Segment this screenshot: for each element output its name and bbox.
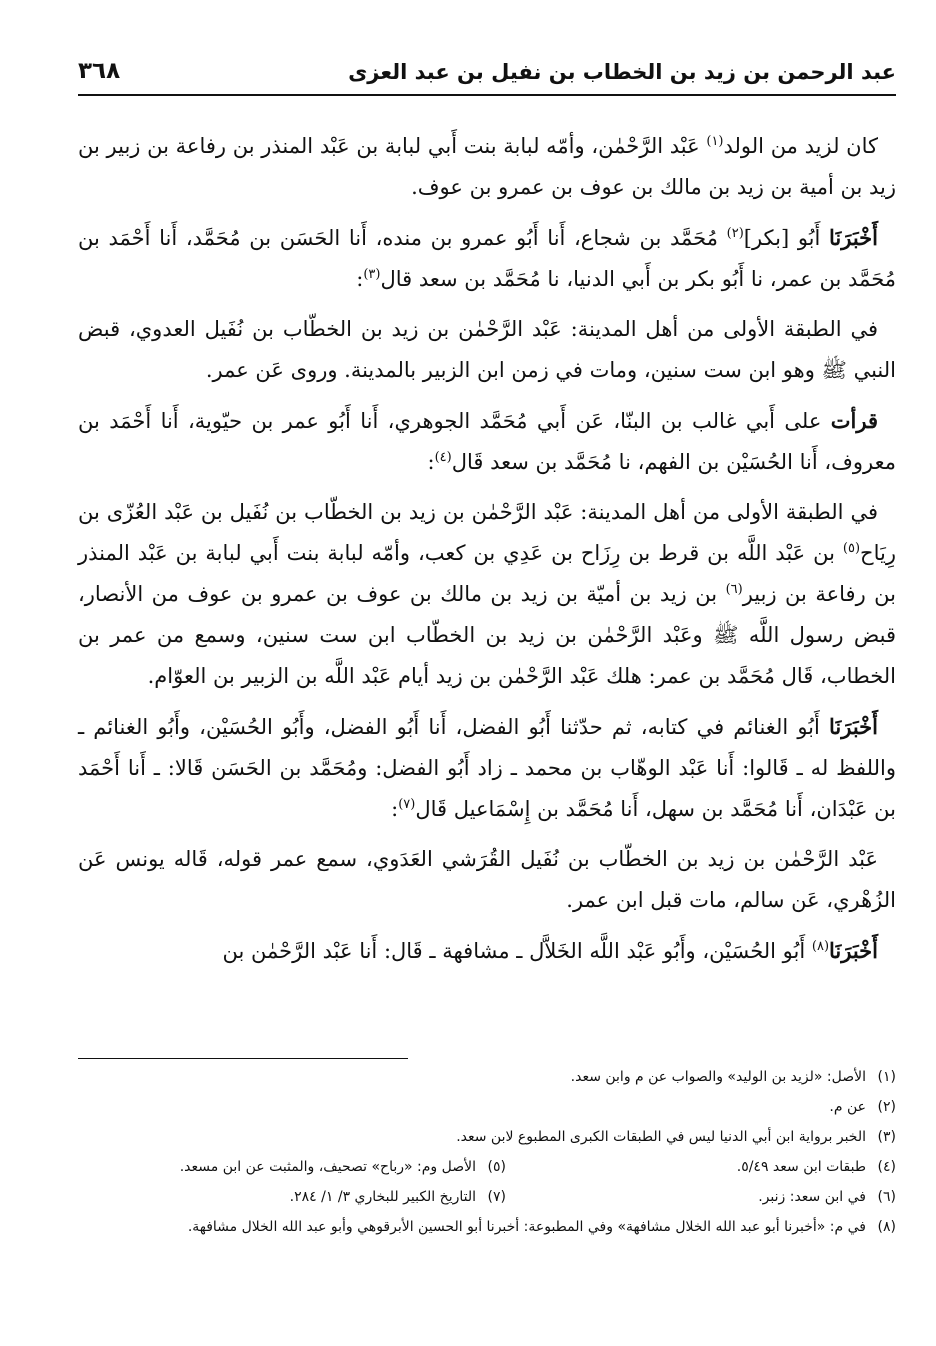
paragraph-6: أَخْبَرَنَا أَبُو الغنائم في كتابه، ثم حدّثنا أَبُو الفضل، أَنا أَبُو الفضل، وأَبُو الحُسَيْن، وأَبُو الغنائم ـ واللفظ له ـ قَالوا: أَنا عَبْد الوهّاب بن محمد ـ زاد أَبُو الفضل: ومُحَمَّد بن الحَسَن قَالا: ـ أَنا أَحْمَد بن عَبْدَان، أَنا مُحَمَّد بن سهل، أَنا مُحَمَّد بن إِسْمَاعيل قَال$^{(٧)}$:	[78, 714, 896, 821]
isnad-lead: قرأت	[830, 408, 878, 433]
footnote-6: (٦) في ابن سعد: زنبر.	[758, 1189, 896, 1205]
footnote-ref-4[interactable]: (٤)	[434, 450, 452, 465]
footnote-ref-5[interactable]: (٥)	[842, 541, 861, 556]
footnote-ref-1[interactable]: (١)	[706, 134, 724, 149]
footnote-row	[78, 1152, 896, 1182]
footnote-4: (٤) طبقات ابن سعد ٥/٤٩.	[736, 1159, 896, 1175]
paragraph-7: عَبْد الرَّحْمٰن بن زيد بن الخطّاب بن نُفَيل القُرَشي العَدَوي، سمع عمر قوله، قَاله يونس عَن الزُهْري، عَن سالم، مات قبل ابن عمر.	[78, 847, 896, 912]
paragraph-3: في الطبقة الأولى من أهل المدينة: عَبْد الرَّحْمٰن بن زيد بن الخطّاب بن نُفَيل العدوي، قبض النبي ﷺ وهو ابن ست سنين، ومات في زمن ابن الزبير بالمدينة. وروى عَن عمر.	[78, 317, 896, 382]
isnad-lead: أَخْبَرَنَا	[829, 938, 878, 963]
footnote-1: (١) الأصل: «لزيد بن الوليد» والصواب عن م وابن سعد.	[570, 1069, 896, 1085]
footnote-ref-2[interactable]: (٢)	[726, 226, 744, 241]
header-rule	[78, 94, 896, 96]
footnote-7: (٧) التاريخ الكبير للبخاري ٣/ ١/ ٢٨٤.	[289, 1189, 506, 1205]
footnote-2: (٢) عن م.	[829, 1099, 896, 1115]
page-number: ٣٦٨	[78, 58, 121, 84]
footnote-separator	[78, 1058, 408, 1059]
isnad-lead: أَخْبَرَنَا	[829, 225, 878, 250]
footnote-5: (٥) الأصل وم: «رباح» تصحيف، والمثبت عن ابن مسعد.	[179, 1159, 506, 1175]
footnote-ref-6[interactable]: (٦)	[725, 582, 743, 597]
main-text	[78, 126, 896, 981]
paragraph-8: أَخْبَرَنَا$^{(٨)}$ أَبُو الحُسَيْن، وأَبُو عَبْد اللَّه الخَلاَّل ـ مشافهة ـ قَال: أَنا عَبْد الرَّحْمٰن بن	[222, 938, 878, 963]
footnote-ref-7[interactable]: (٧)	[398, 797, 416, 812]
isnad-lead: أَخْبَرَنَا	[829, 714, 878, 739]
paragraph-1: كان لزيد من الولد$^{(١)}$ عَبْد الرَّحْمٰن، وأمّه لبابة بنت أَبي لبابة بن عَبْد المنذر بن رفاعة بن زبير بن زيد بن أمية بن زيد بن مالك بن عوف بن عمرو بن عوف.	[78, 134, 896, 199]
footnote-row	[78, 1182, 896, 1212]
footnote-3: (٣) الخبر برواية ابن أبي الدنيا ليس في الطبقات الكبرى المطبوع لابن سعد.	[456, 1129, 896, 1145]
paragraph-2: أَخْبَرَنَا أَبُو [بكر]$^{(٢)}$ مُحَمَّد بن شجاع، أَنا أَبُو عمرو بن منده، أَنا الحَسَن بن مُحَمَّد، أَنا أَحْمَد بن مُحَمَّد بن عمر، نا أَبُو بكر بن أَبي الدنيا، نا مُحَمَّد بن سعد قال$^{(٣)}$:	[78, 225, 896, 291]
footnote-ref-8[interactable]: (٨)	[811, 939, 830, 954]
paragraph-4: قرأت على أَبي غالب بن البنّا، عَن أَبي مُحَمَّد الجوهري، أَنا أَبُو عمر بن حيّوية، أَنا أَحْمَد بن معروف، أَنا الحُسَيْن بن الفهم، نا مُحَمَّد بن سعد قَال$^{(٤)}$:	[78, 408, 896, 474]
footnotes	[78, 1062, 896, 1242]
footnote-ref-3[interactable]: (٣)	[363, 267, 381, 282]
running-title: عبد الرحمن بن زيد بن الخطاب بن نفيل بن عبد العزى	[348, 60, 896, 84]
running-header	[78, 58, 896, 96]
footnote-8: (٨) في م: «أخبرنا أبو عبد الله الخلال مشافهة» وفي المطبوعة: أخبرنا أبو الحسين الأبرقوهي وأبو عبد الله الخلال مشافهة.	[187, 1219, 896, 1235]
paragraph-5: في الطبقة الأولى من أهل المدينة: عَبْد الرَّحْمٰن بن زيد بن الخطّاب بن نُفَيل بن عَبْد العُزّى بن رِيَاح$^{(٥)}$ بن عَبْد اللَّه بن قرط بن رِزَاح بن عَدِي بن كعب، وأمّه لبابة بنت أَبي لبابة بن عَبْد المنذر بن رفاعة بن زبير$^{(٦)}$ بن زيد بن أميّة بن زيد بن مالك بن عوف بن عمرو بن عوف من الأنصار، قبض رسول اللَّه ﷺ وعَبْد الرَّحْمٰن بن زيد بن الخطّاب ابن ست سنين، وسمع من عمر بن الخطاب، قَال مُحَمَّد بن عمر: هلك عَبْد الرَّحْمٰن بن زيد أيام عَبْد اللَّه بن الزبير بن العوّام.	[78, 500, 896, 688]
